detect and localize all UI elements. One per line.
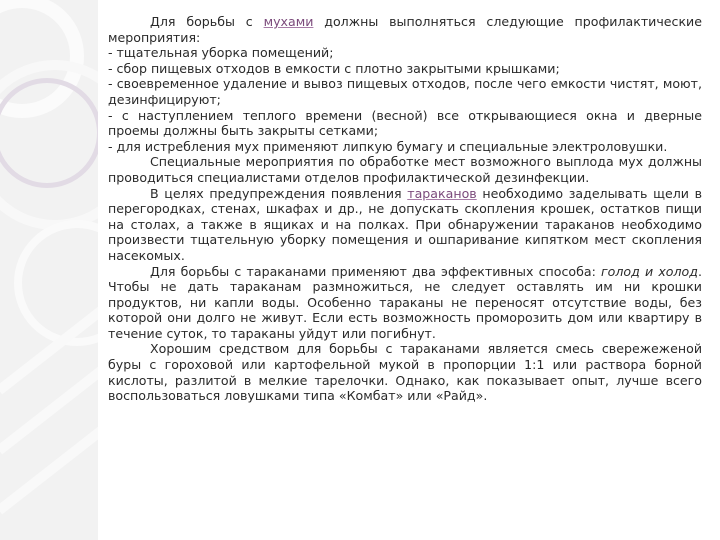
- list-item: - тщательная уборка помещений;: [108, 45, 334, 61]
- paragraph-flies-intro: Для борьбы с мухами должны выполняться следующие профилактические мероприятия:: [108, 14, 702, 45]
- decorative-side-panel: [0, 0, 98, 540]
- document-body: [108, 14, 702, 404]
- paragraph-cockroach-prevention: В целях предупреждения появления тараканов необходимо заделывать щели в перегородках, стенах, шкафах и др., не допускать скопления крошек, остатков пищи на столах, а также в ящиках и на полках. При обнаружении тараканов необходимо произвести тщательную уборку помещения и ошпаривание кипятком мест скопления насекомых.: [108, 185, 702, 263]
- list-item: - сбор пищевых отходов в емкости с плотно закрытыми крышками;: [108, 60, 560, 76]
- emphasis-hunger-cold: голод и холод: [601, 263, 698, 279]
- paragraph-remedy: Хорошим средством для борьбы с тараканами является смесь свережеженой буры с гороховой или картофельной мукой в пропорции 1:1 или раствора борной кислоты, разлитой в мелкие тарелочки. Однако, как показывает опыт, лучше всего воспользоваться ловушками типа «Комбат» или «Райд».: [108, 341, 702, 404]
- list-item: - для истребления мух применяют липкую бумагу и специальные электроловушки.: [108, 138, 668, 154]
- list-item: - своевременное удаление и вывоз пищевых отходов, после чего емкости чистят, моют, дезинфицируют;: [108, 76, 702, 107]
- highlight-link-flies[interactable]: мухами: [263, 14, 314, 29]
- paragraph-hunger-cold: Для борьбы с тараканами применяют два эффективных способа: голод и холод. Чтобы не дать тараканам размножиться, не следует оставлять им ни крошки продуктов, ни капли воды. Особенно тараканы не переносят отсутствие воды, без которой они долго не живут. Если есть возможность проморозить дом или квартиру в течение суток, то тараканы уйдут или погибнут.: [108, 263, 702, 341]
- list-item: - с наступлением теплого времени (весной) все открывающиеся окна и дверные проемы должны быть закрыты сетками;: [108, 107, 702, 139]
- decorative-circle-accent: [0, 78, 98, 188]
- highlight-link-cockroaches[interactable]: тараканов: [407, 185, 477, 201]
- paragraph-special-measures: Специальные мероприятия по обработке мест возможного выплода мух должны проводиться специалистами отделов профилактической дезинфекции.: [108, 154, 702, 185]
